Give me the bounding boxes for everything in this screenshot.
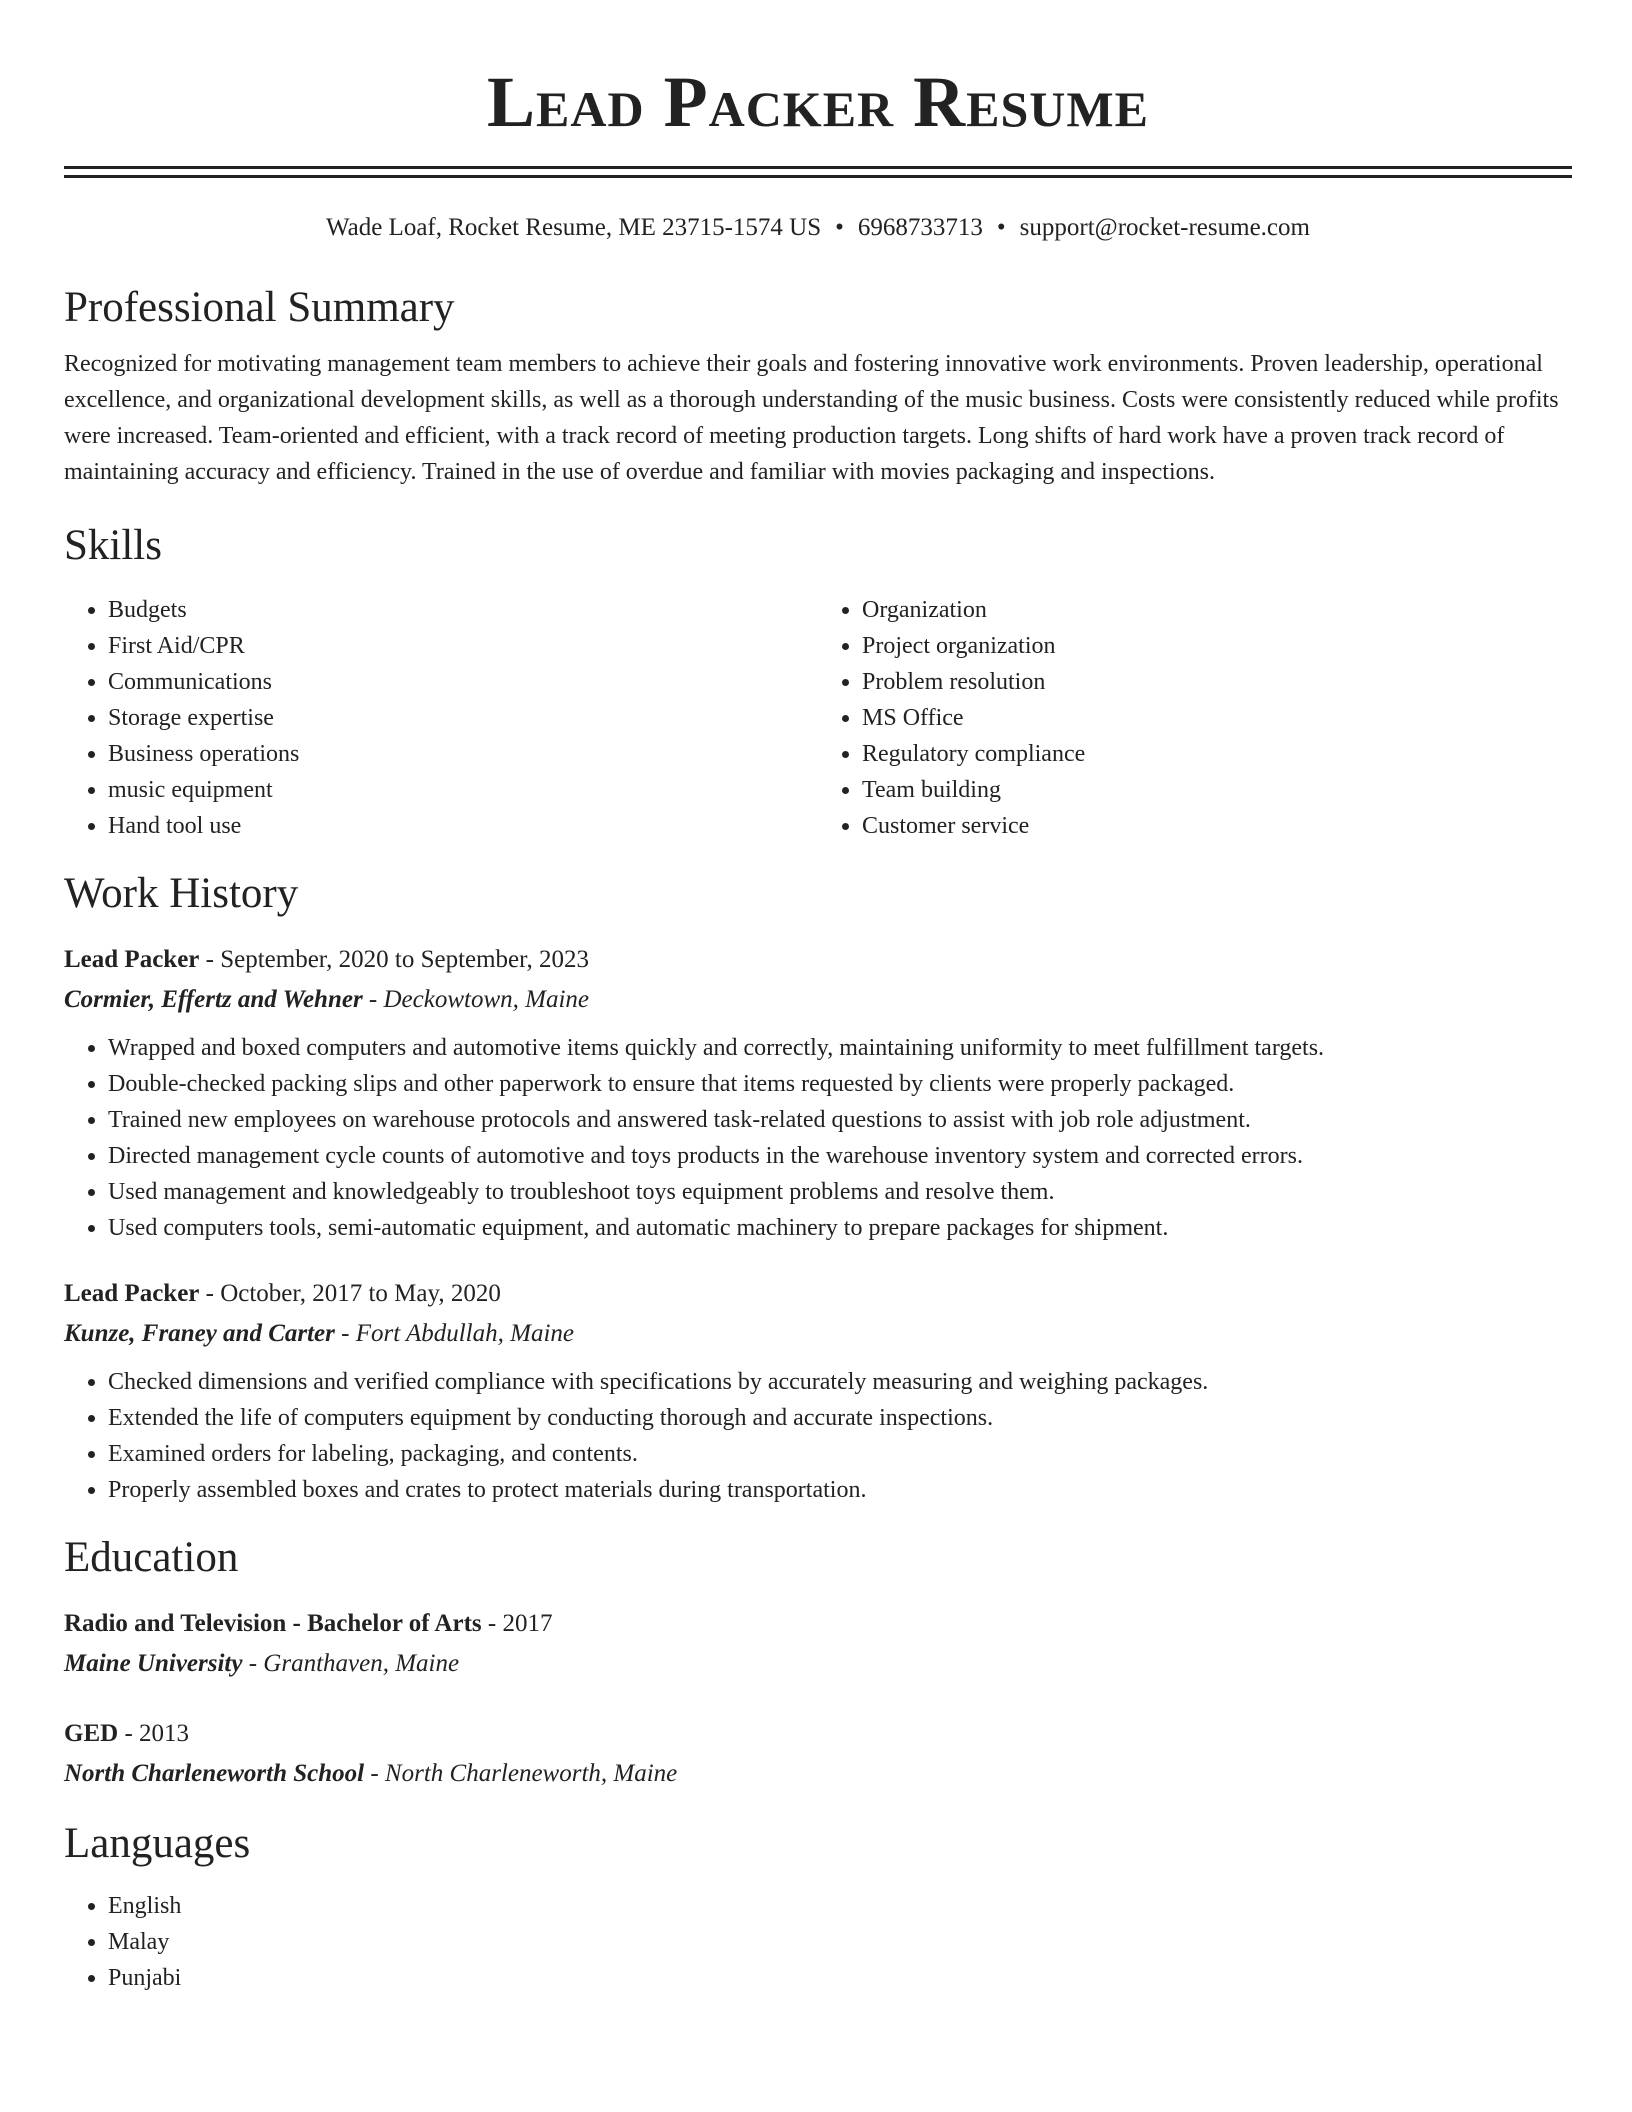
contact-separator: • [996, 214, 1006, 241]
contact-phone: 6968733713 [857, 214, 983, 241]
skill-item: • Team building [862, 772, 1572, 808]
languages-list [64, 1888, 1572, 1996]
resume-title: Lead Packer Resume [487, 62, 1149, 142]
school-line [64, 1644, 1572, 1684]
job-bullet: • Checked dimensions and verified compliance with specifications by accurately measuring and weighing packages. [108, 1364, 1572, 1400]
skill-item: • Problem resolution [862, 664, 1572, 700]
job-bullet: • Extended the life of computers equipment by conducting thorough and accurate inspections. [108, 1400, 1572, 1436]
job-bullet: • Wrapped and boxed computers and automotive items quickly and correctly, maintaining uniformity to meet fulfillment targets. [108, 1030, 1572, 1066]
degree-year: - 2013 [124, 1720, 190, 1747]
language-item: • Punjabi [108, 1960, 1572, 1996]
skill-item: • Customer service [862, 808, 1572, 844]
job-bullet: • Trained new employees on warehouse protocols and answered task-related questions to assist with job role adjustment. [108, 1102, 1572, 1138]
title-divider-thin [64, 175, 1572, 178]
job-bullet: • Used computers tools, semi-automatic equipment, and automatic machinery to prepare packages for shipment. [108, 1210, 1572, 1246]
skills-columns [64, 592, 1572, 844]
degree: GED [64, 1720, 119, 1747]
skills-list-left [64, 592, 818, 844]
language-item: • English [108, 1888, 1572, 1924]
skills-list-right [818, 592, 1572, 844]
education-heading: Education [64, 1534, 239, 1581]
job-title: Lead Packer [64, 1280, 200, 1307]
summary-section [64, 282, 1572, 490]
job-bullet: • Double-checked packing slips and other paperwork to ensure that items requested by clients were properly packaged. [108, 1066, 1572, 1102]
job-location: - Deckowtown, Maine [368, 986, 590, 1013]
contact-email: support@rocket-resume.com [1019, 214, 1310, 241]
degree-year: - 2017 [487, 1610, 553, 1637]
degree-line [64, 1604, 1572, 1644]
job-dates: - October, 2017 to May, 2020 [205, 1280, 501, 1307]
summary-heading: Professional Summary [64, 284, 455, 331]
skill-item: • Storage expertise [108, 700, 818, 736]
school-line [64, 1754, 1572, 1794]
job-title-line [64, 1274, 1572, 1314]
job-bullets [64, 1364, 1572, 1508]
job-company: Cormier, Effertz and Wehner [64, 986, 363, 1013]
summary-text: Recognized for motivating management team members to achieve their goals and fostering innovative work environments. Proven leadership, operational excellence, and organizational development skills, as well as a thorough understanding of the music business. Costs were consistently reduced while profits were increased. Team-oriented and efficient, with a track record of meeting production targets. Long shifts of hard work have a proven track record of maintaining accuracy and efficiency. Trained in the use of overdue and familiar with movies packaging and inspections. [64, 351, 1559, 485]
education-entry [64, 1714, 1572, 1794]
job-location: - Fort Abdullah, Maine [341, 1320, 574, 1347]
title-divider-thick [64, 166, 1572, 169]
job-bullet: • Properly assembled boxes and crates to protect materials during transportation. [108, 1472, 1572, 1508]
work-history-heading: Work History [64, 870, 299, 917]
school-name: North Charleneworth School [64, 1760, 365, 1787]
degree-line [64, 1714, 1572, 1754]
job-title-line [64, 940, 1572, 980]
skill-item: • Hand tool use [108, 808, 818, 844]
job-bullet: • Examined orders for labeling, packaging, and contents. [108, 1436, 1572, 1472]
job-company-line [64, 980, 1572, 1020]
skill-item: • MS Office [862, 700, 1572, 736]
job-company: Kunze, Franey and Carter [64, 1320, 335, 1347]
skill-item: • Project organization [862, 628, 1572, 664]
job-company-line [64, 1314, 1572, 1354]
skill-item: • Budgets [108, 592, 818, 628]
languages-section [64, 1818, 1572, 1996]
language-item: • Malay [108, 1924, 1572, 1960]
contact-address: Wade Loaf, Rocket Resume, ME 23715-1574 US [326, 214, 822, 241]
skill-item: • Regulatory compliance [862, 736, 1572, 772]
school-location: - North Charleneworth, Maine [370, 1760, 678, 1787]
resume-page [64, 0, 1572, 1996]
job-entry [64, 940, 1572, 1246]
languages-heading: Languages [64, 1820, 251, 1867]
job-entry [64, 1274, 1572, 1508]
job-title: Lead Packer [64, 946, 200, 973]
contact-line [64, 212, 1572, 244]
school-name: Maine University [64, 1650, 243, 1677]
skill-item: • First Aid/CPR [108, 628, 818, 664]
degree: Radio and Television - Bachelor of Arts [64, 1610, 482, 1637]
school-location: - Granthaven, Maine [248, 1650, 460, 1677]
job-bullet: • Used management and knowledgeably to troubleshoot toys equipment problems and resolve them. [108, 1174, 1572, 1210]
skills-section [64, 520, 1572, 844]
skill-item: • Organization [862, 592, 1572, 628]
job-bullets [64, 1030, 1572, 1246]
job-dates: - September, 2020 to September, 2023 [205, 946, 589, 973]
skills-heading: Skills [64, 522, 162, 569]
skill-item: • music equipment [108, 772, 818, 808]
education-section [64, 1532, 1572, 1794]
job-bullet: • Directed management cycle counts of automotive and toys products in the warehouse inventory system and corrected errors. [108, 1138, 1572, 1174]
work-history-section [64, 868, 1572, 1508]
skill-item: • Communications [108, 664, 818, 700]
education-entry [64, 1604, 1572, 1684]
skill-item: • Business operations [108, 736, 818, 772]
contact-separator: • [835, 214, 844, 241]
